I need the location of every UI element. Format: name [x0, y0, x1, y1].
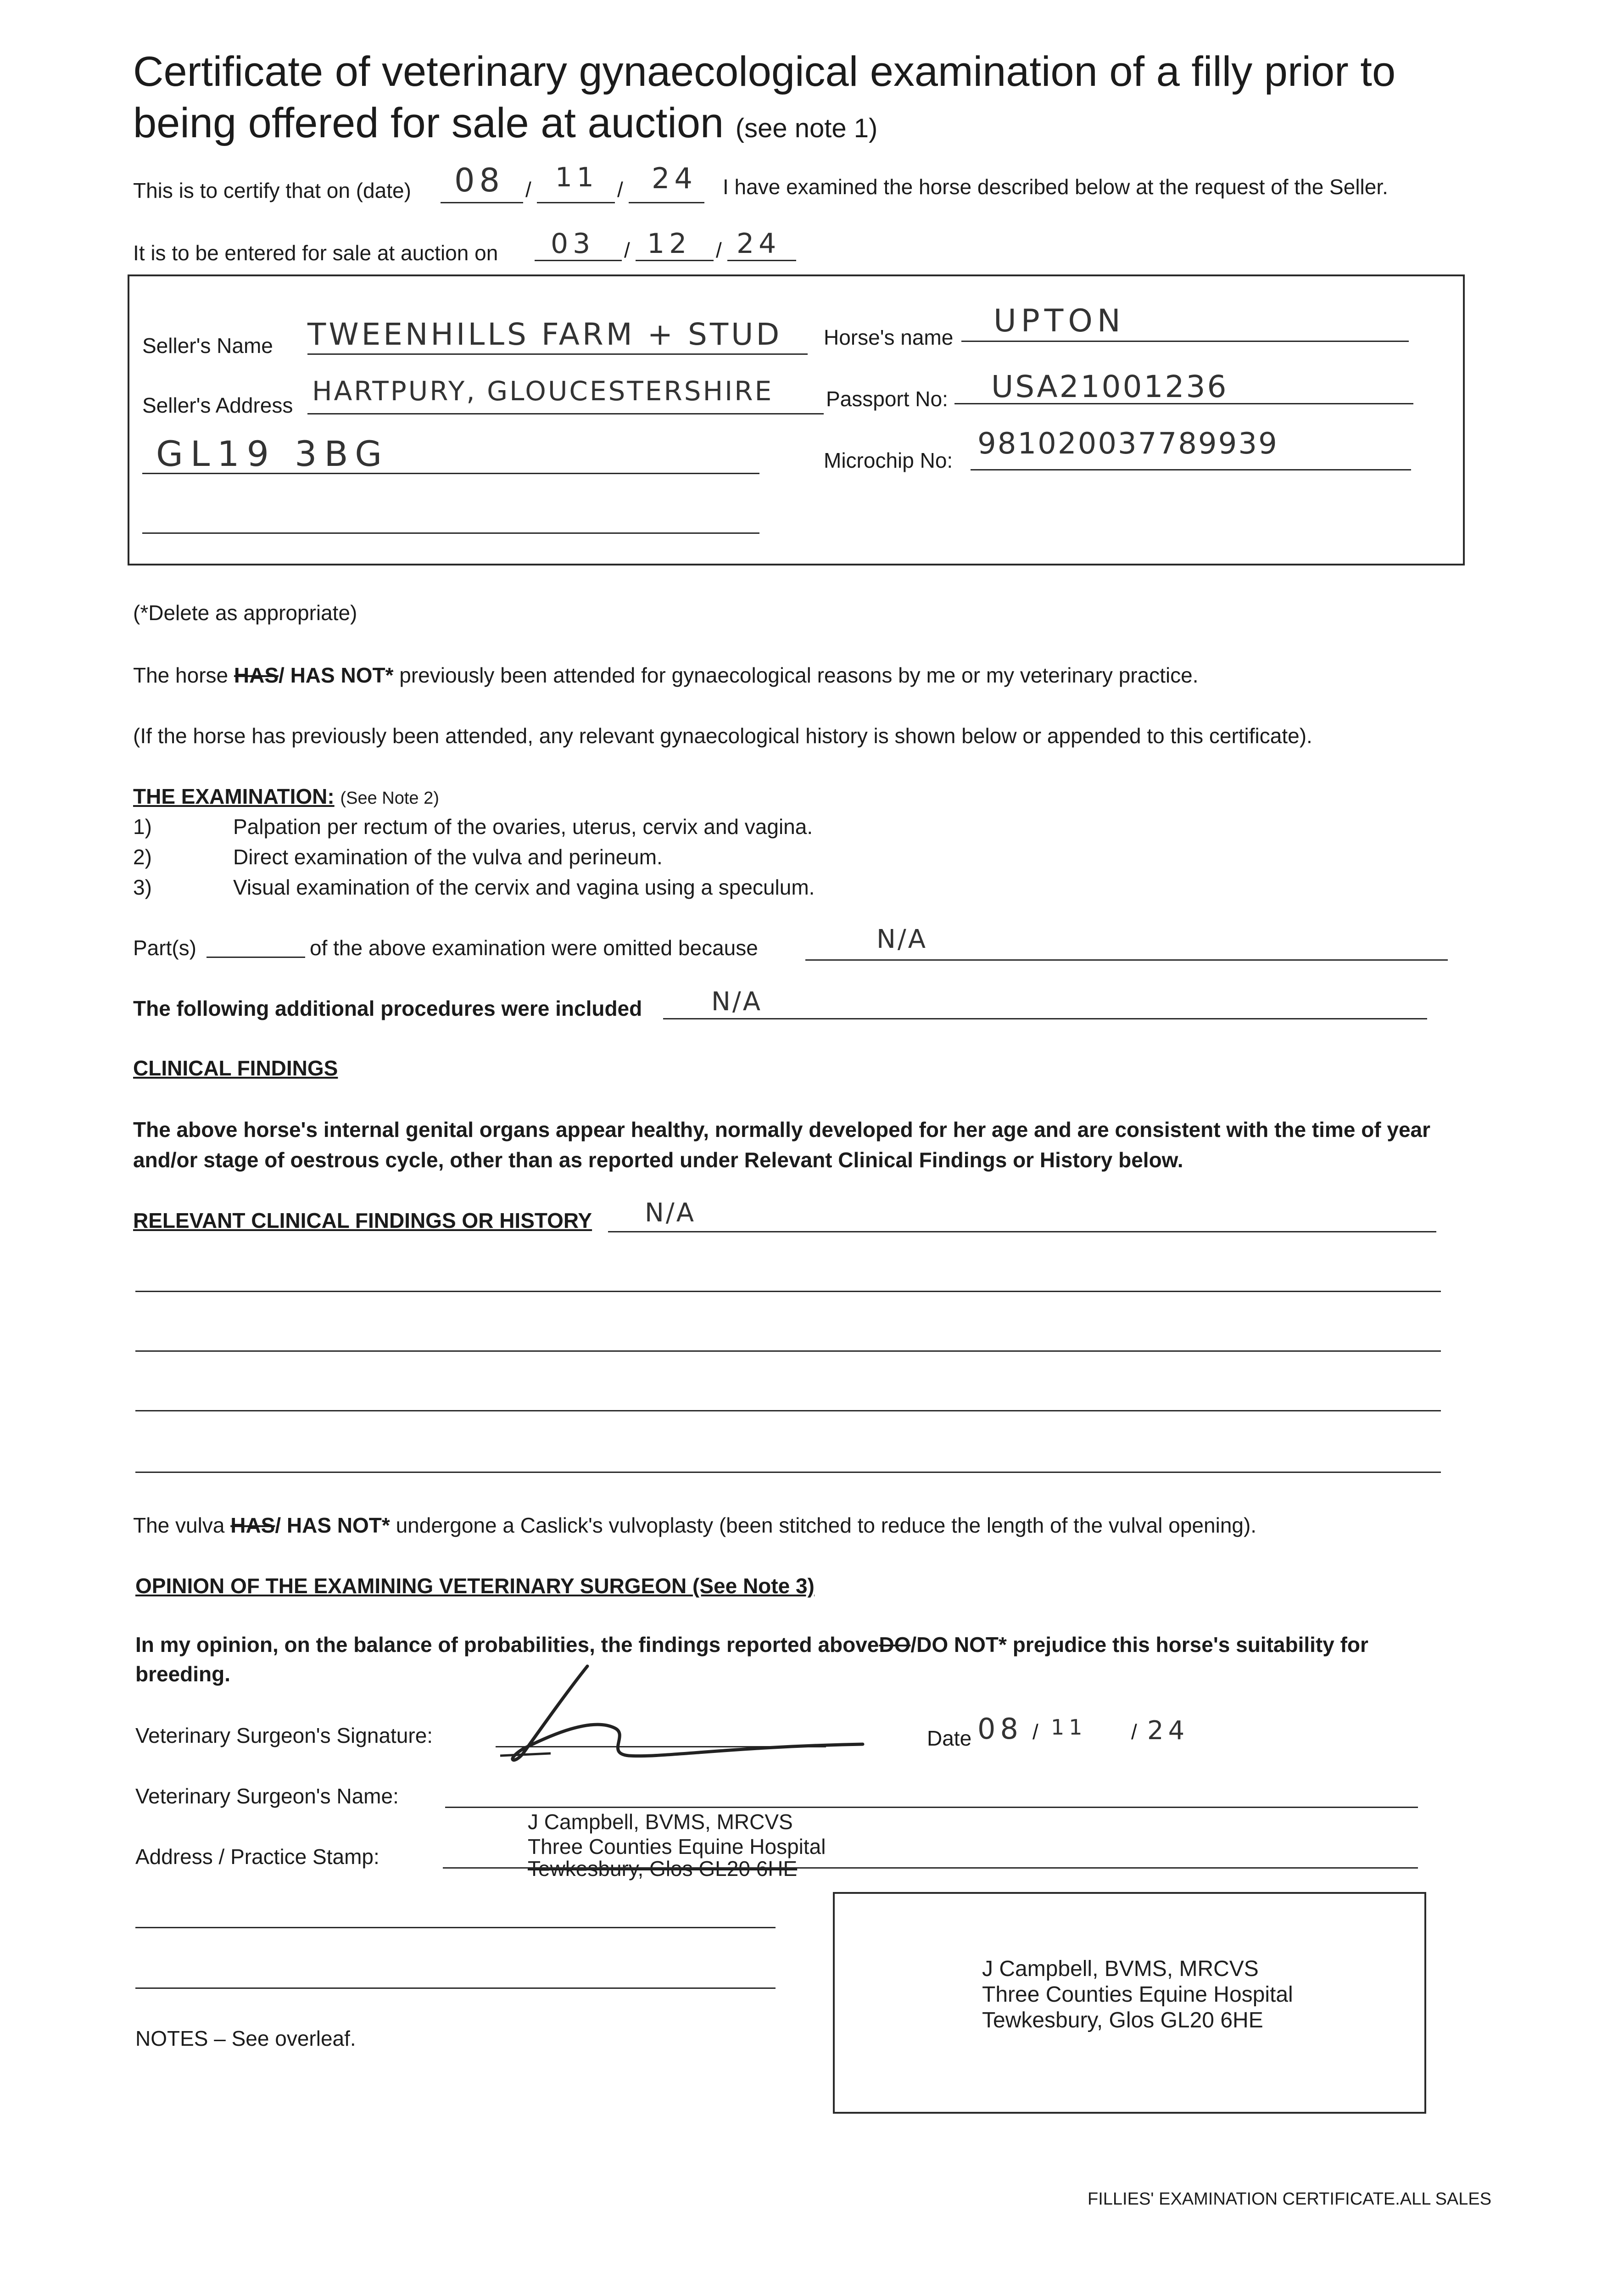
surgeon-name-label: Veterinary Surgeon's Name:	[135, 1784, 399, 1808]
auction-prefix: It is to be entered for sale at auction on	[133, 241, 498, 265]
delete-note: (*Delete as appropriate)	[133, 601, 357, 625]
signature-label: Veterinary Surgeon's Signature:	[135, 1724, 433, 1747]
signature-scribble	[496, 1662, 881, 1767]
relevant-label: RELEVANT CLINICAL FINDINGS OR HISTORY	[133, 1209, 592, 1232]
signature-date-year: 24	[1147, 1716, 1189, 1746]
auction-sep2: /	[716, 238, 722, 262]
signature-date-day: 08	[977, 1712, 1023, 1746]
exam-item-3-num: 3)	[133, 875, 152, 899]
signature-date-sep1: /	[1032, 1720, 1038, 1744]
examination-note: (See Note 2)	[340, 789, 439, 808]
opinion-line2: breeding.	[135, 1662, 231, 1686]
horse-name-value: UPTON	[993, 303, 1125, 339]
passport-label: Passport No:	[826, 387, 948, 411]
vulva-has-struck: HAS	[230, 1513, 275, 1537]
stamp-location: Tewkesbury, Glos GL20 6HE	[982, 2008, 1263, 2032]
examination-heading	[133, 784, 439, 809]
signature-date-label: Date	[927, 1726, 972, 1750]
signature-date-month: 11	[1051, 1715, 1087, 1740]
relevant-value: N/A	[645, 1198, 696, 1228]
auction-day: 03	[551, 228, 595, 260]
history-note: (If the horse has previously been attended, any relevant gynaecological history is shown below or appended to this certificate).	[133, 724, 1312, 748]
certify-day: 08	[454, 162, 505, 199]
seller-address-line2: GL19 3BG	[156, 433, 390, 474]
microchip-label: Microchip No:	[824, 448, 953, 472]
opinion-line1	[135, 1632, 1368, 1657]
passport-value: USA21001236	[991, 369, 1228, 404]
parts-omitted-value: N/A	[876, 924, 928, 954]
seller-name-label: Seller's Name	[142, 334, 273, 358]
certify-suffix: I have examined the horse described below at the request of the Seller.	[723, 175, 1388, 199]
opinion-do-not: /DO NOT* prejudice this horse's suitability for	[910, 1633, 1368, 1657]
seller-address-line1: HARTPURY, GLOUCESTERSHIRE	[312, 375, 774, 407]
auction-sep1: /	[624, 238, 630, 262]
address-label: Address / Practice Stamp:	[135, 1845, 379, 1869]
stamp-hospital: Three Counties Equine Hospital	[982, 1982, 1293, 2007]
examination-heading-text: THE EXAMINATION:	[133, 784, 335, 808]
seller-name-value: TWEENHILLS FARM + STUD	[307, 317, 782, 352]
title-note: (see note 1)	[735, 113, 878, 143]
seller-address-label: Seller's Address	[142, 393, 293, 417]
attended-suffix: previously been attended for gynaecological reasons by me or my veterinary practice.	[399, 663, 1199, 687]
exam-item-1-num: 1)	[133, 815, 152, 839]
clinical-heading: CLINICAL FINDINGS	[133, 1056, 338, 1080]
vulva-statement	[133, 1513, 1256, 1538]
parts-middle: of the above examination were omitted because	[310, 936, 758, 960]
signature-date-sep2: /	[1131, 1720, 1137, 1744]
exam-item-2-num: 2)	[133, 845, 152, 869]
opinion-do-struck: DO	[879, 1633, 911, 1657]
vulva-prefix: The vulva	[133, 1513, 225, 1537]
clinical-statement-line1: The above horse's internal genital organs appear healthy, normally developed for her age and are consistent with the time of year	[133, 1118, 1431, 1142]
certificate-title-line2	[133, 97, 877, 154]
vulva-suffix: undergone a Caslick's vulvoplasty (been stitched to reduce the length of the vulval opening).	[396, 1513, 1257, 1537]
stamp-name: J Campbell, BVMS, MRCVS	[982, 1957, 1259, 1981]
certify-sep1: /	[525, 178, 531, 202]
certify-sep2: /	[617, 178, 623, 202]
attended-prefix: The horse	[133, 663, 229, 687]
attended-has-struck: HAS	[234, 663, 279, 687]
additional-value: N/A	[711, 987, 763, 1017]
parts-prefix: Part(s)	[133, 936, 196, 960]
attended-statement	[133, 663, 1199, 688]
vulva-has-not: / HAS NOT*	[275, 1513, 390, 1537]
auction-year: 24	[737, 228, 781, 260]
attended-has-not: / HAS NOT*	[279, 663, 394, 687]
exam-item-2-text: Direct examination of the vulva and perineum.	[233, 845, 663, 869]
inline-stamp-location: Tewkesbury, Glos GL20 6HE	[528, 1857, 798, 1881]
notes-label: NOTES – See overleaf.	[135, 2026, 356, 2050]
horse-name-label: Horse's name	[824, 325, 954, 349]
footer-text: FILLIES' EXAMINATION CERTIFICATE.ALL SALES	[1088, 2189, 1492, 2209]
auction-month: 12	[647, 228, 692, 260]
certificate-title-line1: Certificate of veterinary gynaecological examination of a filly prior to	[133, 48, 1396, 95]
inline-stamp-name: J Campbell, BVMS, MRCVS	[528, 1810, 793, 1834]
certify-year: 24	[652, 162, 697, 195]
exam-item-1-text: Palpation per rectum of the ovaries, uterus, cervix and vagina.	[233, 815, 813, 839]
opinion-heading: OPINION OF THE EXAMINING VETERINARY SURGEON (See Note 3)	[135, 1574, 815, 1598]
exam-item-3-text: Visual examination of the cervix and vagina using a speculum.	[233, 875, 815, 899]
clinical-statement-line2: and/or stage of oestrous cycle, other than as reported under Relevant Clinical Findings or History below.	[133, 1148, 1183, 1172]
opinion-prefix: In my opinion, on the balance of probabilities, the findings reported above	[135, 1633, 879, 1657]
certify-prefix: This is to certify that on (date)	[133, 179, 411, 202]
certify-month: 11	[555, 162, 598, 193]
title-line2-text: being offered for sale at auction	[133, 100, 724, 146]
additional-label: The following additional procedures were included	[133, 996, 642, 1020]
inline-stamp-hospital: Three Counties Equine Hospital	[528, 1835, 826, 1858]
microchip-value: 981020037789939	[977, 427, 1278, 461]
